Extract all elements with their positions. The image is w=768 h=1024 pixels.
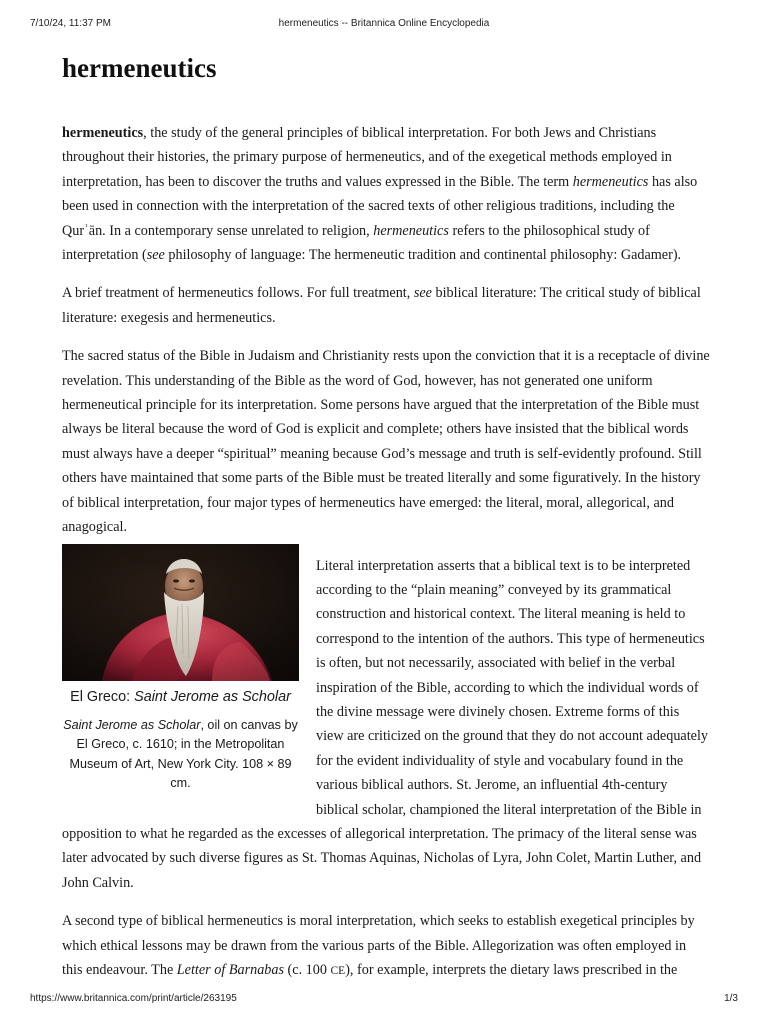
text-span: A brief treatment of hermeneutics follows. For full treatment, (62, 285, 414, 302)
print-header (30, 18, 738, 32)
article-body (62, 48, 710, 983)
figure-title-work: Saint Jerome as Scholar (134, 688, 291, 705)
figure-title-prefix: El Greco: (70, 688, 135, 705)
italic-see: see (146, 247, 165, 264)
italic-title: Letter of Barnabas (176, 962, 284, 978)
text-span: ), for example, interprets the dietary laws prescribed in the (345, 962, 678, 978)
text-span: has also been used in connection with the interpretation of the sacred texts of other religious traditions, including the Qurʾān. In a contemporary sense unrelated to religion, (62, 173, 698, 239)
text-span: biblical literature: The critical study of biblical literature: exegesis and hermeneutics. (62, 285, 701, 326)
text-span: refers to the philosophical study of interpretation ( (62, 222, 650, 264)
italic-see: see (413, 285, 432, 302)
print-footer (30, 993, 738, 1007)
text-span: philosophy of language: The hermeneutic tradition and continental philosophy: Gadamer). (164, 247, 682, 264)
moral-interpretation-paragraph (62, 909, 710, 983)
print-document-title: hermeneutics -- Britannica Online Encyclopedia (278, 18, 490, 29)
painting-image[interactable] (62, 544, 299, 681)
article-title: hermeneutics (62, 53, 217, 83)
lead-term: hermeneutics (62, 125, 144, 141)
era-small-caps: CE (330, 965, 346, 977)
italic-term: hermeneutics (373, 222, 449, 239)
page-number: 1/3 (724, 993, 738, 1004)
caption-text: , oil on canvas by El Greco, c. 1610; in the Metropolitan Museum of Art, New York City. 108 × 89 cm. (69, 717, 298, 790)
print-url[interactable]: https://www.britannica.com/print/article/263195 (30, 993, 237, 1004)
figure-title (62, 687, 299, 707)
figure-caption (62, 716, 299, 794)
sacred-status-paragraph: The sacred status of the Bible in Judaism and Christianity rests upon the conviction that it is a receptacle of divine revelation. This understanding of the Bible as the word of God, however, has not generated one uniform hermeneutical principle for its interpretation. Some persons have argued that the interpretation of the Bible must always be literal because the word of God is explicit and complete; others have insisted that the biblical words must always have a deeper “spiritual” meaning because God’s message and truth is self-evidently profound. Still others have maintained that some parts of the Bible must be treated literally and some figuratively. In the history of biblical interpretation, four major types of hermeneutics have emerged: the literal, moral, allegorical, and anagogical. (62, 348, 710, 536)
brief-treatment-paragraph (62, 281, 710, 330)
text-span: A second type of biblical hermeneutics is moral interpretation, which seeks to establish exegetical principles by which ethical lessons may be drawn from the various parts of the Bible. Allegorization was often employed in this endeavour. The (62, 913, 695, 978)
literal-interpretation-paragraph: Literal interpretation asserts that a biblical text is to be interpreted according to the “plain meaning” conveyed by its grammatical construction and historical context. The literal meaning is held to correspond to the intention of the authors. This type of hermeneutics is often, but not necessarily, associated with belief in the verbal inspiration of the Bible, according to which the individual words of the divine message were divinely chosen. Extreme forms of this view are criticized on the ground that they do not account adequately for the evident individuality of style and vocabulary found in the various biblical authors. St. Jerome, an influential 4th-century biblical scholar, championed the literal interpretation of the Bible in opposition to what he regarded as the excesses of allegorical interpretation. The primacy of the literal sense was later advocated by such diverse figures as St. Thomas Aquinas, Nicholas of Lyra, John Colet, Martin Luther, and John Calvin. (62, 557, 708, 891)
caption-work-title: Saint Jerome as Scholar (63, 717, 201, 732)
saint-jerome-painting (62, 544, 299, 681)
print-datetime: 7/10/24, 11:37 PM (30, 18, 111, 29)
text-span: , the study of the general principles of biblical interpretation. For both Jews and Christians throughout their histories, the primary purpose of hermeneutics, and of the exegetical methods employed in interpretation, has been to discover the truths and values expressed in the Bible. The term (62, 125, 672, 190)
italic-term: hermeneutics (572, 173, 649, 190)
intro-paragraph (62, 121, 710, 267)
article-figure (62, 544, 299, 794)
text-span: (c. 100 (284, 962, 331, 978)
